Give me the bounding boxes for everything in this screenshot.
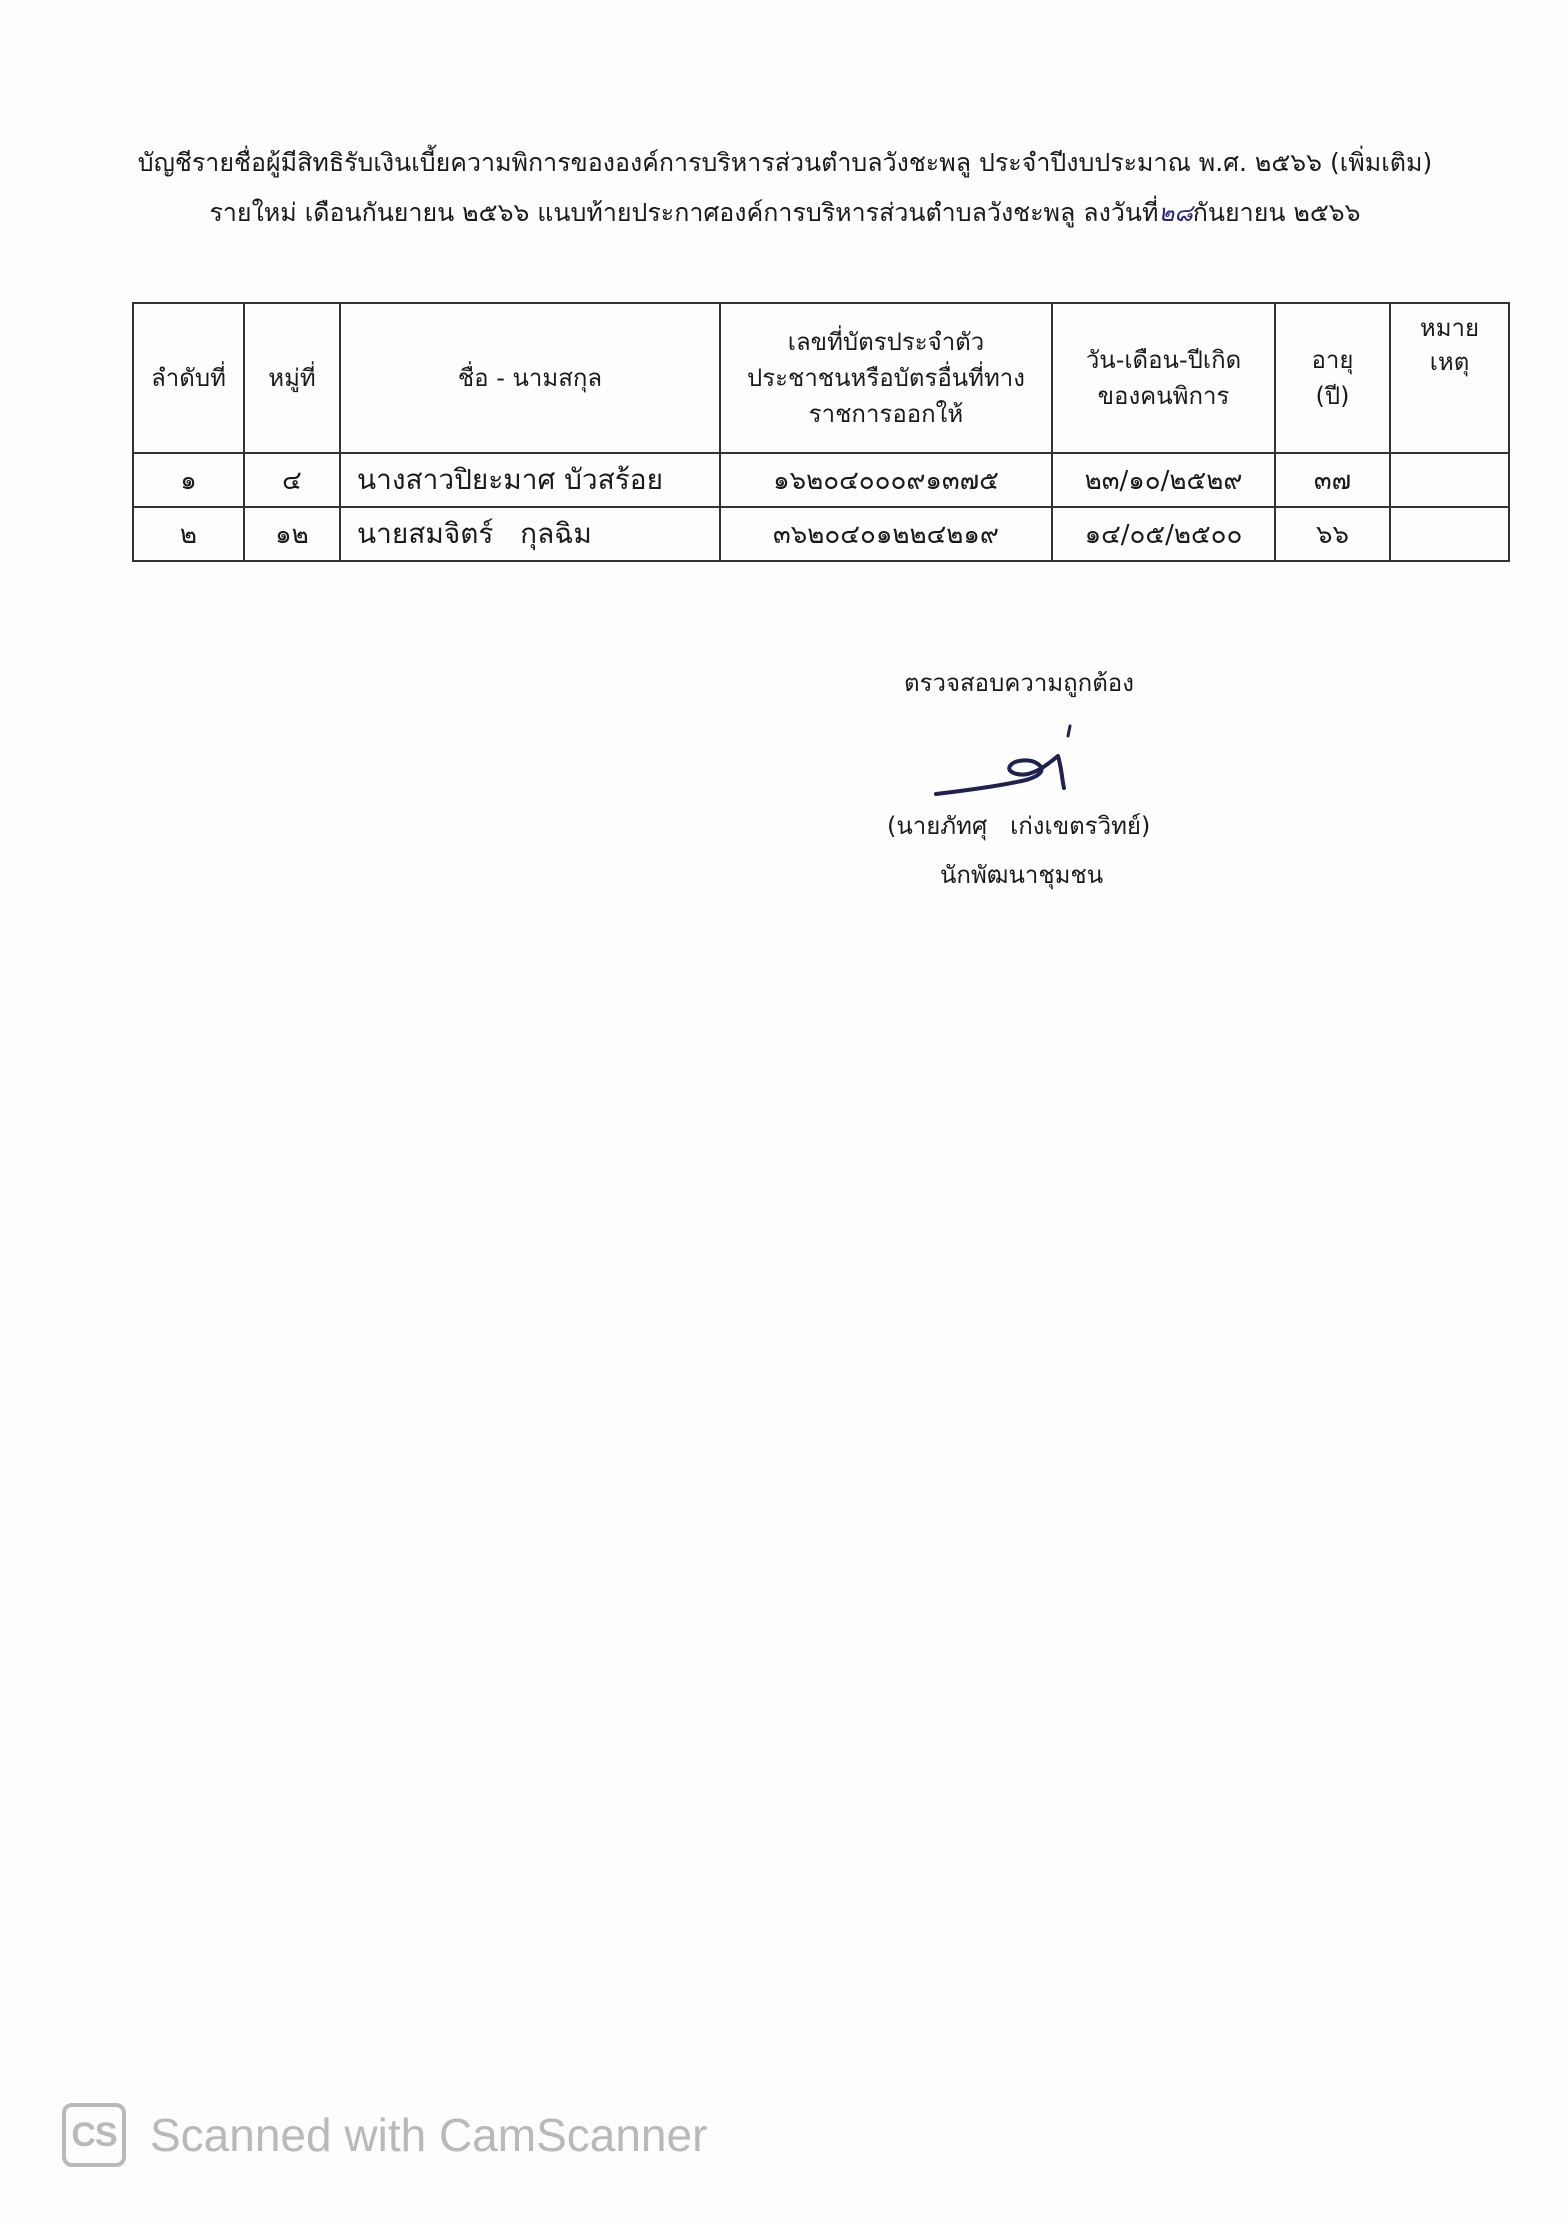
cell-remark (1390, 453, 1509, 507)
watermark-text: Scanned with CamScanner (150, 2109, 708, 2161)
cell-birth-date: ๒๓/๑๐/๒๕๒๙ (1052, 453, 1275, 507)
cell-id-card: ๑๖๒๐๔๐๐๐๙๑๓๗๕ (720, 453, 1052, 507)
header-id-card: เลขที่บัตรประจำตัว ประชาชนหรือบัตรอื่นที่ทาง ราชการออกให้ (720, 303, 1052, 453)
signer-position: นักพัฒนาชุมชน (940, 861, 1104, 889)
verify-label: ตรวจสอบความถูกต้อง (904, 669, 1134, 697)
camscanner-watermark (62, 2104, 707, 2166)
cell-age: ๖๖ (1275, 507, 1390, 561)
camscanner-logo-icon: CS (62, 2103, 126, 2167)
header-village: หมู่ที่ (244, 303, 340, 453)
document-title-line-1: บัญชีรายชื่อผู้มีสิทธิรับเงินเบี้ยความพิการขององค์การบริหารส่วนตำบลวังชะพลู ประจำปีงบประมาณ พ.ศ. ๒๕๖๖ (เพิ่มเติม) (137, 148, 1433, 177)
title-line-2-prefix: รายใหม่ เดือนกันยายน ๒๕๖๖ แนบท้ายประกาศองค์การบริหารส่วนตำบลวังชะพลู ลงวันที่ (209, 198, 1159, 227)
header-name: ชื่อ - นามสกุล (340, 303, 720, 453)
header-remark: หมาย เหตุ (1390, 303, 1509, 453)
beneficiary-table (132, 302, 1510, 562)
table-header-row (133, 303, 1509, 453)
header-age: อายุ (ปี) (1275, 303, 1390, 453)
handwritten-day: ๒๘ (1158, 199, 1193, 227)
cell-birth-date: ๑๔/๐๕/๒๕๐๐ (1052, 507, 1275, 561)
cell-order: ๒ (133, 507, 244, 561)
title-line-2-suffix: กันยายน ๒๕๖๖ (1192, 198, 1361, 227)
table-row (133, 507, 1509, 561)
table-row (133, 453, 1509, 507)
cell-order: ๑ (133, 453, 244, 507)
cell-village: ๑๒ (244, 507, 340, 561)
signer-name: (นายภัทศุ เก่งเขตรวิทย์) (887, 812, 1151, 840)
header-order: ลำดับที่ (133, 303, 244, 453)
handwritten-signature (930, 710, 1100, 800)
cell-name: นางสาวปิยะมาศ บัวสร้อย (340, 453, 720, 507)
cell-age: ๓๗ (1275, 453, 1390, 507)
header-birth-date: วัน-เดือน-ปีเกิด ของคนพิการ (1052, 303, 1275, 453)
cell-village: ๔ (244, 453, 340, 507)
cell-remark (1390, 507, 1509, 561)
cell-name: นายสมจิตร์ กุลฉิม (340, 507, 720, 561)
cell-id-card: ๓๖๒๐๔๐๑๒๒๔๒๑๙ (720, 507, 1052, 561)
document-title-line-2 (120, 198, 1450, 228)
